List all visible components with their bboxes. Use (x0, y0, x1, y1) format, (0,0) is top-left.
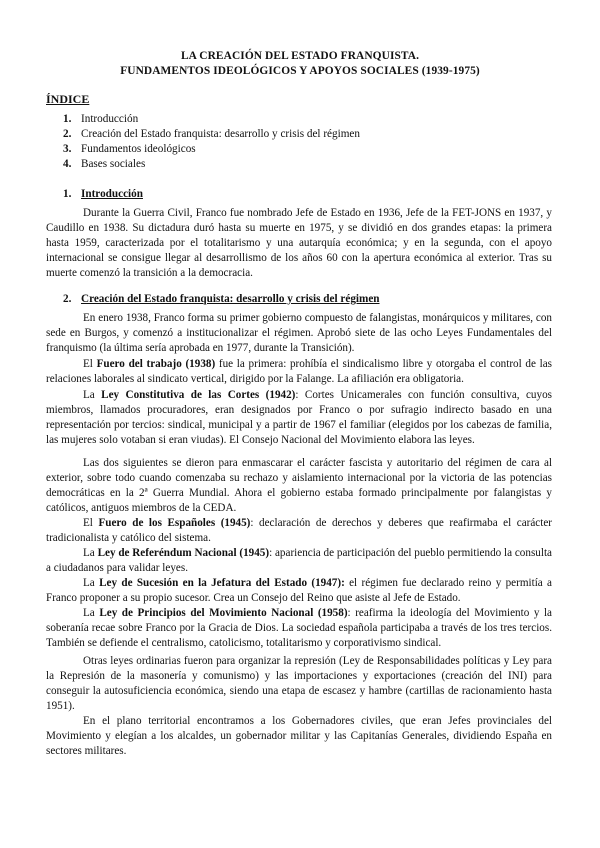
toc-item-label: Fundamentos ideológicos (81, 143, 196, 155)
paragraph-referendum (46, 546, 552, 576)
section-1-number: 1. (63, 188, 72, 200)
law-name: Fuero de los Españoles (1945) (98, 517, 251, 529)
law-name: Fuero del trabajo (1938) (96, 358, 216, 370)
toc-item-number: 2. (63, 128, 72, 140)
paragraph-gobierno-1938: En enero 1938, Franco forma su primer gobierno compuesto de falangistas, monárquicos y militares, con sede en Burgos, y comenzó a institucionalizar el régimen. Aprobó siete de las ocho Leyes Fundamentales del franquismo (la última sería aprobada en 1977, durante la Transición). (46, 312, 552, 354)
section-2-number: 2. (63, 293, 72, 305)
paragraph-ley-cortes (46, 388, 552, 448)
index-heading: ÍNDICE (46, 92, 90, 106)
paragraph-enmascarar: Las dos siguientes se dieron para enmascarar el carácter fascista y autoritario del régimen de cara al exterior, sobre todo cuando comenzaba su rechazo y aislamiento internacional por la victoria de las potencias democráticas en la 2ª Guerra Mundial. Ahora el gobierno estaba formado principalmente por falangistas y católicos, antiguos miembros de la CEDA. (46, 457, 552, 514)
law-name: Ley Constitutiva de las Cortes (1942) (101, 389, 296, 401)
law-name: Ley de Sucesión en la Jefatura del Estado (1947): (99, 577, 345, 589)
text-run: La (83, 547, 98, 559)
text-run: : apariencia de participación del pueblo permitiendo la consulta a ciudadanos para validar leyes. (46, 547, 552, 574)
toc-item-number: 3. (63, 143, 72, 155)
paragraph-principios-movimiento (46, 606, 552, 651)
toc-item-label: Creación del Estado franquista: desarrollo y crisis del régimen (81, 128, 360, 140)
text-run: : reafirma la ideología del Movimiento y la soberanía recae sobre Franco por la Gracia de Dios. La sociedad española participaba a través de los tres tercios. También se defiende el centralismo, catolicismo, totalitarismo y corporativismo sindical. (46, 607, 552, 649)
toc-item-label: Introducción (81, 113, 139, 125)
toc-item-number: 1. (63, 113, 72, 125)
text-run: La (83, 577, 100, 589)
text-run: : declaración de derechos y deberes que reafirmaba el carácter tradicionalista y católico del sistema. (46, 517, 553, 544)
text-run: La (83, 607, 100, 619)
text-run: El (83, 358, 97, 370)
text-run: el régimen fue declarado reino y permitía a Franco proponer a su propio sucesor. Crea un Consejo del Reino que asiste al Jefe de Estado. (46, 577, 553, 604)
law-name: Ley de Principios del Movimiento Nacional (1958) (99, 607, 348, 619)
section-1-paragraph: Durante la Guerra Civil, Franco fue nombrado Jefe de Estado en 1936, Jefe de la FET-JONS en 1937, y Caudillo en 1938. Su dictadura duró hasta su muerte en 1975, y se dividió en dos grandes etapas: la primera hasta 1959, caracterizada por el totalitarismo y una autarquía económica; y en la segunda, con el apoyo internacional se consigue llegar al desarrollismo de los años 60 con la apertura económica al exterior. Tras su muerte comenzó la transición a la democracia. (46, 207, 552, 279)
text-run: fue la primera: prohíbía el sindicalismo libre y otorgaba el control de las relaciones laborales al sindicato vertical, dirigido por la Falange. La afiliación era obligatoria. (46, 358, 553, 385)
text-run: El (83, 517, 99, 529)
paragraph-fuero-espanoles (46, 516, 552, 546)
law-name: Ley de Referéndum Nacional (1945) (97, 547, 270, 559)
paragraph-fuero-trabajo (46, 357, 552, 387)
toc-item-number: 4. (63, 158, 72, 170)
section-2-title: Creación del Estado franquista: desarrollo y crisis del régimen (81, 293, 380, 305)
paragraph-plano-territorial: En el plano territorial encontramos a los Gobernadores civiles, que eran Jefes provinciales del Movimiento y elegían a los alcaldes, un gobernador militar y las Capitanías Generales, dividiendo España en sectores militares. (46, 715, 552, 757)
text-run: La (83, 389, 102, 401)
section-1-title: Introducción (81, 188, 143, 200)
paragraph-sucesion (46, 576, 552, 606)
paragraph-leyes-ordinarias: Otras leyes ordinarias fueron para organizar la represión (Ley de Responsabilidades políticas y Ley para la Represión de la masonería y comunismo) y las importaciones y exportaciones (creación del INI) para conseguir la autosuficiencia económica, siendo una etapa de escasez y hambre (cartillas de racionamiento hasta 1951). (46, 655, 552, 712)
toc-item-label: Bases sociales (81, 158, 146, 170)
text-run: : Cortes Unicamerales con función consultiva, cuyos miembros, llamados procuradores, eran designados por Franco o por sufragio indirecto basado en una representación por tercios: sindical, municipal y a partir de 1967 el familiar (elegidos por los cabezas de familia, las mujeres solo votaban si eran viudas). El Consejo Nacional del Movimiento elabora las leyes. (46, 389, 552, 446)
document-title-line-1: LA CREACIÓN DEL ESTADO FRANQUISTA. (180, 50, 420, 62)
document-title-line-2: FUNDAMENTOS IDEOLÓGICOS Y APOYOS SOCIALES (1939-1975) (120, 65, 480, 77)
